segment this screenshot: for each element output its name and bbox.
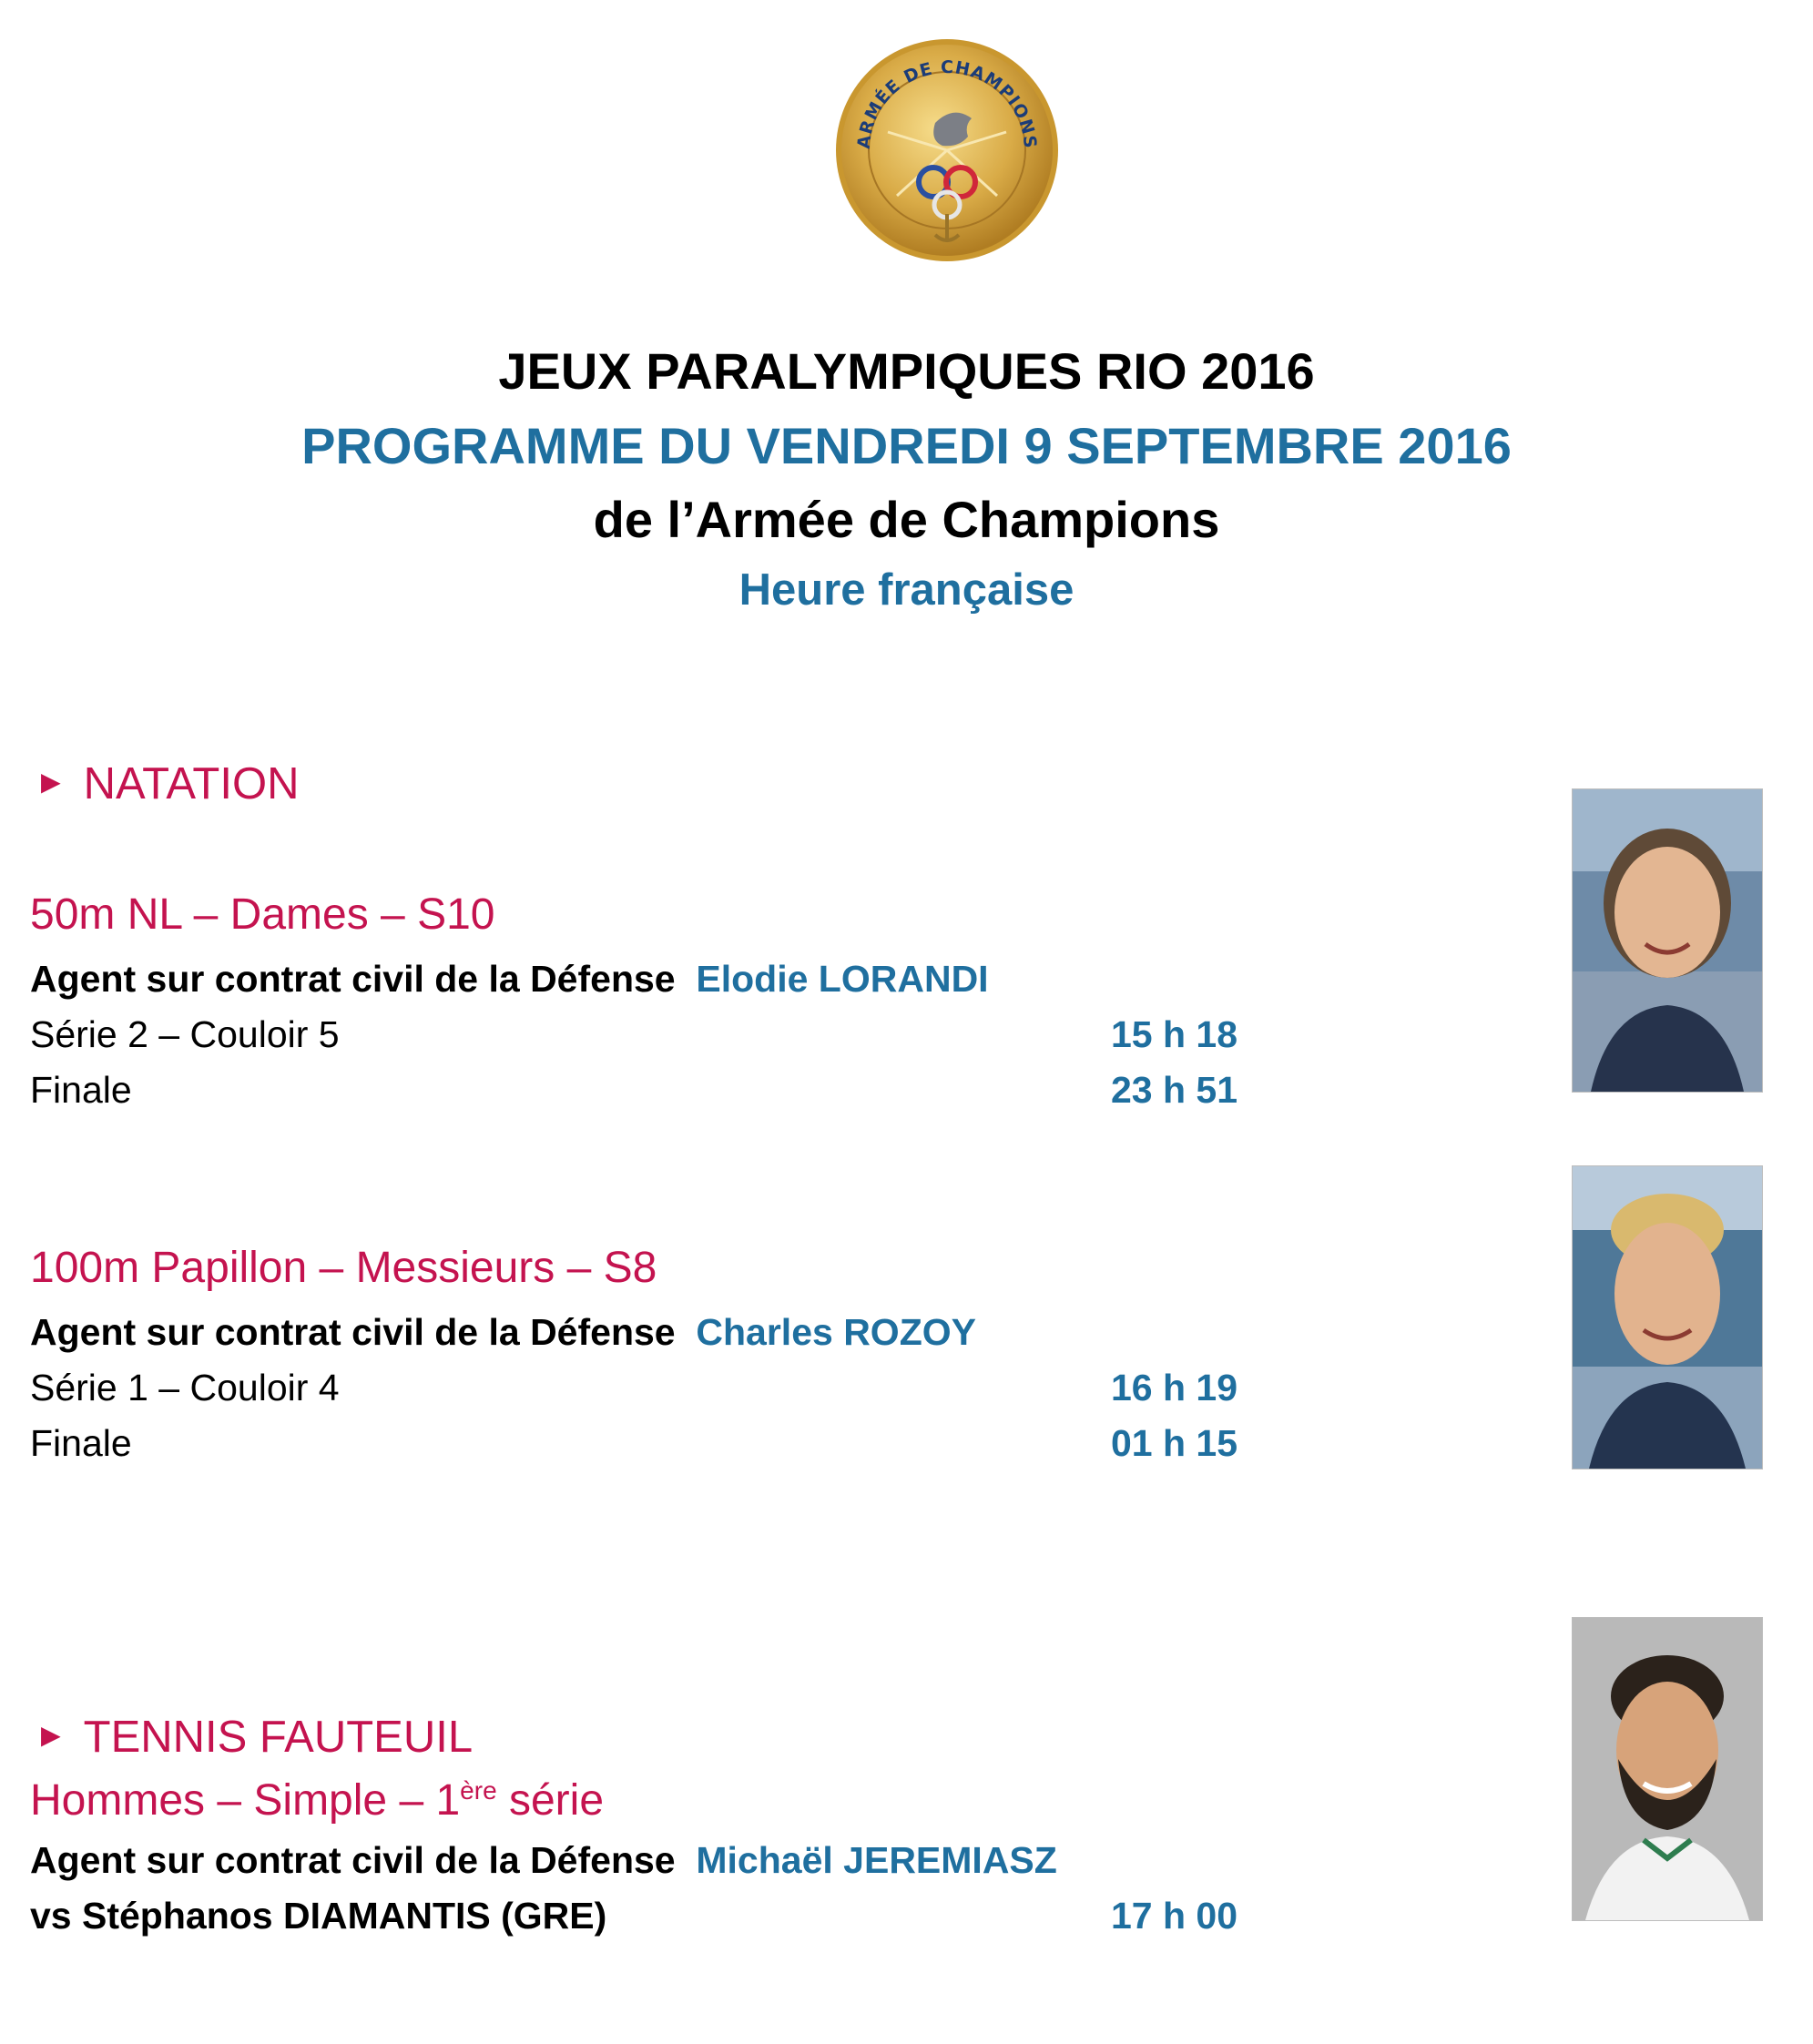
emblem-icon [833, 36, 1061, 264]
athlete-name: Michaël JEREMIASZ [696, 1839, 1057, 1881]
final-label: Finale [30, 1069, 132, 1111]
athlete-role: Agent sur contrat civil de la Défense [30, 1839, 676, 1881]
timezone-note: Heure française [738, 565, 1075, 615]
programme-date: PROGRAMME DU VENDREDI 9 SEPTEMBRE 2016 [301, 417, 1512, 474]
heat-time: 16 h 19 [1111, 1367, 1238, 1408]
athlete-line [30, 1311, 976, 1354]
page-title: JEUX PARALYMPIQUES RIO 2016 [498, 342, 1315, 400]
page-subtitle: de l’Armée de Champions [593, 491, 1220, 548]
athlete-role: Agent sur contrat civil de la Défense [30, 1311, 676, 1353]
heat-label: Série 1 – Couloir 4 [30, 1367, 340, 1408]
event-title: 100m Papillon – Messieurs – S8 [30, 1244, 657, 1292]
svg-text:ARMÉE DE CHAMPIONS: ARMÉE DE CHAMPIONS [853, 56, 1041, 150]
final-label: Finale [30, 1422, 132, 1464]
section-title: TENNIS FAUTEUIL [83, 1713, 474, 1762]
event-title: 50m NL – Dames – S10 [30, 890, 495, 939]
athlete-photo-rozoy [1572, 1165, 1763, 1469]
arrow-right-icon: ► [35, 763, 67, 800]
armee-de-champions-emblem [833, 36, 1061, 264]
final-time: 01 h 15 [1111, 1422, 1238, 1464]
match-time: 17 h 00 [1111, 1895, 1238, 1937]
final-time: 23 h 51 [1111, 1069, 1238, 1111]
athlete-line [30, 1839, 1057, 1882]
athlete-name: Charles ROZOY [696, 1311, 976, 1353]
section-heading-natation [35, 758, 299, 809]
heat-label: Série 2 – Couloir 5 [30, 1013, 340, 1055]
athlete-line [30, 958, 989, 1001]
event-title-prefix: Hommes – Simple – 1 [30, 1776, 461, 1825]
athlete-photo-lorandi [1572, 788, 1763, 1093]
opponent-label: vs Stéphanos DIAMANTIS (GRE) [30, 1895, 607, 1937]
event-title [30, 1775, 604, 1825]
event-title-superscript: ère [460, 1776, 497, 1805]
arrow-right-icon: ► [35, 1716, 67, 1754]
event-title-suffix: série [496, 1776, 605, 1825]
section-heading-tennis-fauteuil [35, 1712, 473, 1763]
athlete-name: Elodie LORANDI [696, 958, 989, 1000]
heat-time: 15 h 18 [1111, 1013, 1238, 1055]
section-title: NATATION [83, 759, 300, 808]
athlete-photo-jeremiasz [1572, 1617, 1763, 1921]
athlete-role: Agent sur contrat civil de la Défense [30, 958, 676, 1000]
